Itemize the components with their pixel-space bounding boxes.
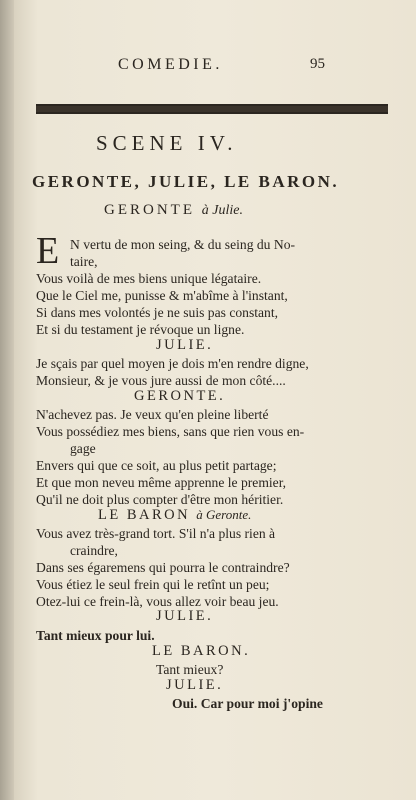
speaker-heading: GERONTE. (134, 388, 226, 404)
verse-line: Tant mieux? (156, 662, 224, 677)
verse-line: Si dans mes volontés je ne suis pas constant, (36, 305, 279, 320)
speaker-heading: GERONTE à Julie. (104, 202, 243, 218)
speaker-heading: JULIE. (156, 337, 214, 353)
book-gutter (0, 0, 14, 800)
verse-line: Et que mon neveu même apprenne le premier, (36, 475, 287, 490)
verse-line: Vous étiez le seul frein qui le retînt un peu; (36, 577, 270, 592)
verse-line: Dans ses égaremens qui pourra le contraindre? (36, 560, 290, 575)
verse-line: taire, (70, 254, 98, 269)
speaker-heading: LE BARON. (152, 643, 251, 659)
page-number: 95 (310, 56, 325, 72)
speaker-heading: JULIE. (156, 608, 214, 624)
verse-line: Qu'il ne doit plus compter d'être mon héritier. (36, 492, 284, 507)
running-title: COMEDIE. (118, 56, 223, 73)
verse-line: Vous avez très-grand tort. S'il n'a plus rien à (36, 526, 276, 541)
verse-line: Tant mieux pour lui. (36, 628, 155, 643)
verse-line: Que le Ciel me, punisse & m'abîme à l'instant, (36, 288, 288, 303)
verse-line: Je sçais par quel moyen je dois m'en rendre digne, (36, 356, 309, 371)
verse-line: Envers qui que ce soit, au plus petit partage; (36, 458, 277, 473)
speaker-heading: JULIE. (166, 677, 224, 693)
ornamental-rule (36, 104, 388, 114)
verse-line: Oui. Car pour moi j'opine (172, 696, 323, 711)
verse-line: Monsieur, & je vous jure aussi de mon côté.... (36, 373, 286, 388)
scene-title: SCENE IV. (96, 131, 238, 155)
verse-line: N vertu de mon seing, & du seing du No- (70, 237, 296, 252)
verse-line: Vous voilà de mes biens unique légataire. (36, 271, 262, 286)
verse-line: gage (70, 441, 96, 456)
speaker-heading: LE BARON à Geronte. (98, 507, 252, 523)
book-page (14, 0, 416, 800)
verse-line: Vous possédiez mes biens, sans que rien vous en- (36, 424, 305, 439)
verse-line: N'achevez pas. Je veux qu'en pleine liberté (36, 407, 269, 422)
drop-cap: E (36, 230, 60, 272)
verse-line: Otez-lui ce frein-là, vous allez voir beau jeu. (36, 594, 279, 609)
character-list: GERONTE, JULIE, LE BARON. (32, 172, 340, 191)
verse-line: craindre, (70, 543, 118, 558)
verse-line: Et si du testament je révoque un ligne. (36, 322, 245, 337)
